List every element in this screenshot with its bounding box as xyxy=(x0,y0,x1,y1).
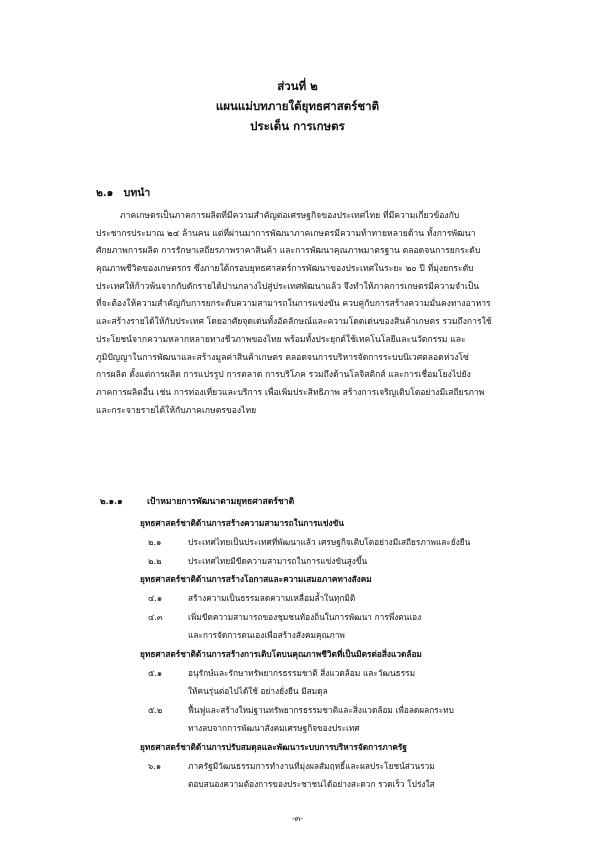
goal-item xyxy=(140,608,520,645)
paragraph-line: และสร้างรายได้ให้กับประเทศ โดยอาศัยจุดเด่นทั้งอัตลักษณ์และความโดดเด่นของสินค้าเกษตร รวมถึงการใช้ xyxy=(96,317,492,328)
paragraph-line: คุณภาพชีวิตของเกษตรกร ซึ่งภายใต้กรอบยุทธศาสตร์การพัฒนาของประเทศในระยะ ๒๐ ปี ที่มุ่งยกระดับ xyxy=(96,264,474,275)
subsection-number: ๒.๑.๑ xyxy=(100,497,123,507)
paragraph-line: ประชากรประมาณ ๒๔ ล้านคน แต่ที่ผ่านมาการพัฒนาภาคเกษตรมีความท้าทายหลายด้าน ทั้งการพัฒนา xyxy=(96,228,476,239)
title-block xyxy=(0,76,595,136)
issue-title: ประเด็น การเกษตร xyxy=(250,119,345,133)
goal-text-line: ฟื้นฟูและสร้างใหม่ฐานทรัพยากรธรรมชาติและสิ่งแวดล้อม เพื่อลดผลกระทบ xyxy=(188,704,454,715)
goal-text xyxy=(188,701,520,738)
subsection-title: เป้าหมายการพัฒนาตามยุทธศาสตร์ชาติ xyxy=(147,497,295,507)
goal-list xyxy=(140,514,520,794)
strategy-group xyxy=(140,645,520,738)
goal-text-line: ภาครัฐมีวัฒนธรรมการทำงานที่มุ่งผลสัมฤทธิ์และผลประโยชน์ส่วนรวม xyxy=(188,760,435,771)
intro-paragraph xyxy=(96,208,516,420)
paragraph-line: ศักยภาพการผลิต การรักษาเสถียรภาพราคาสินค้า และการพัฒนาคุณภาพมาตรฐาน ตลอดจนการยกระดับ xyxy=(96,246,481,257)
goal-text xyxy=(188,589,520,608)
goal-item xyxy=(140,552,520,571)
goal-item xyxy=(140,757,520,794)
paragraph-line: ประโยชน์จากความหลากหลายทางชีวภาพของไทย พร้อมทั้งประยุกต์ใช้เทคโนโลยีและนวัตกรรม และ xyxy=(96,334,466,345)
paragraph-line: ประเทศให้ก้าวพ้นจากกับดักรายได้ปานกลางไปสู่ประเทศพัฒนาแล้ว จึงทำให้ภาคการเกษตรมีความจำเป็น xyxy=(96,281,480,292)
strategy-title: ยุทธศาสตร์ชาติด้านการสร้างโอกาสและความเสมอภาคทางสังคม xyxy=(140,574,372,584)
paragraph-line: ภาคเกษตรเป็นภาคการผลิตที่มีความสำคัญต่อเศรษฐกิจของประเทศไทย ที่มีความเกี่ยวข้องกับ xyxy=(120,211,460,221)
goal-number: ๒.๒ xyxy=(148,555,162,566)
goal-text-line: ประเทศไทยมีขีดความสามารถในการแข่งขันสูงขึ้น xyxy=(188,555,368,566)
goal-number: ๕.๒ xyxy=(148,704,163,715)
strategy-title: ยุทธศาสตร์ชาติด้านการสร้างความสามารถในการแข่งขัน xyxy=(140,518,344,528)
page-number: -๓- xyxy=(292,814,303,823)
section-title: บทนำ xyxy=(123,187,151,199)
paragraph-line: ภูมิปัญญาในการพัฒนาและสร้างมูลค่าสินค้าเกษตร ตลอดจนการบริหารจัดการระบบนิเวศตลอดห่วงโซ่ xyxy=(96,352,469,363)
goal-text-line: ประเทศไทยเป็นประเทศที่พัฒนาแล้ว เศรษฐกิจเติบโตอย่างมีเสถียรภาพและยั่งยืน xyxy=(188,537,471,547)
plan-title: แผนแม่บทภายใต้ยุทธศาสตร์ชาติ xyxy=(215,99,380,113)
goal-text-line: ตอบสนองความต้องการของประชาชนได้อย่างสะดวก รวดเร็ว โปร่งใส xyxy=(188,779,435,789)
paragraph-line: และกระจายรายได้ให้กับภาคเกษตรของไทย xyxy=(96,405,257,416)
paragraph-line: ที่จะต้องให้ความสำคัญกับการยกระดับความสามารถในการแข่งขัน ควบคู่กับการสร้างความมั่นคงทางอาหาร xyxy=(96,299,491,310)
strategy-group xyxy=(140,738,520,794)
goal-item xyxy=(140,701,520,738)
goal-text-line: อนุรักษ์และรักษาทรัพยากรธรรมชาติ สิ่งแวดล้อม และวัฒนธรรม xyxy=(188,667,416,678)
goal-number: ๔.๓ xyxy=(148,611,163,622)
section-heading xyxy=(96,184,150,201)
section-number: ๒.๑ xyxy=(96,187,114,199)
goal-item xyxy=(140,533,520,552)
paragraph-line: ภาคการผลิตอื่น เช่น การท่องเที่ยวและบริการ เพื่อเพิ่มประสิทธิภาพ สร้างการเจริญเติบโตอย่างมีเสถียรภาพ xyxy=(96,387,485,398)
paragraph-line: การผลิต ตั้งแต่การผลิต การแปรรูป การตลาด การบริโภค รวมถึงด้านโลจิสติกส์ และการเชื่อมโยงไปยัง xyxy=(96,370,471,381)
goal-item xyxy=(140,664,520,701)
goal-text-line: ทางลบจากการพัฒนาสังคมเศรษฐกิจของประเทศ xyxy=(188,723,360,733)
goal-text xyxy=(188,552,520,571)
goal-number: ๖.๑ xyxy=(148,760,162,771)
strategy-group xyxy=(140,514,520,570)
strategy-title: ยุทธศาสตร์ชาติด้านการสร้างการเติบโตบนคุณภาพชีวิตที่เป็นมิตรต่อสิ่งแวดล้อม xyxy=(140,648,422,659)
strategy-group xyxy=(140,570,520,645)
goal-text xyxy=(188,533,520,552)
goal-text-line: สร้างความเป็นธรรมลดความเหลื่อมล้ำในทุกมิติ xyxy=(188,593,356,603)
goal-text xyxy=(188,608,520,645)
goal-text-line: ให้คนรุ่นต่อไปได้ใช้ อย่างยั่งยืน มีสมดุล xyxy=(188,686,328,696)
goal-item xyxy=(140,589,520,608)
goal-number: ๔.๑ xyxy=(148,593,163,603)
part-title: ส่วนที่ ๒ xyxy=(277,79,318,93)
goal-text-line: และการจัดการตนเองเพื่อสร้างสังคมคุณภาพ xyxy=(188,630,345,640)
goal-number: ๒.๑ xyxy=(148,537,162,547)
subsection-heading xyxy=(100,494,294,508)
goal-text xyxy=(188,664,520,701)
strategy-title: ยุทธศาสตร์ชาติด้านการปรับสมดุลและพัฒนาระบบการบริหารจัดการภาครัฐ xyxy=(140,741,407,752)
goal-text-line: เพิ่มขีดความสามารถของชุมชนท้องถิ่นในการพัฒนา การพึ่งตนเอง xyxy=(188,611,422,622)
goal-number: ๕.๑ xyxy=(148,667,163,678)
goal-text xyxy=(188,757,520,794)
